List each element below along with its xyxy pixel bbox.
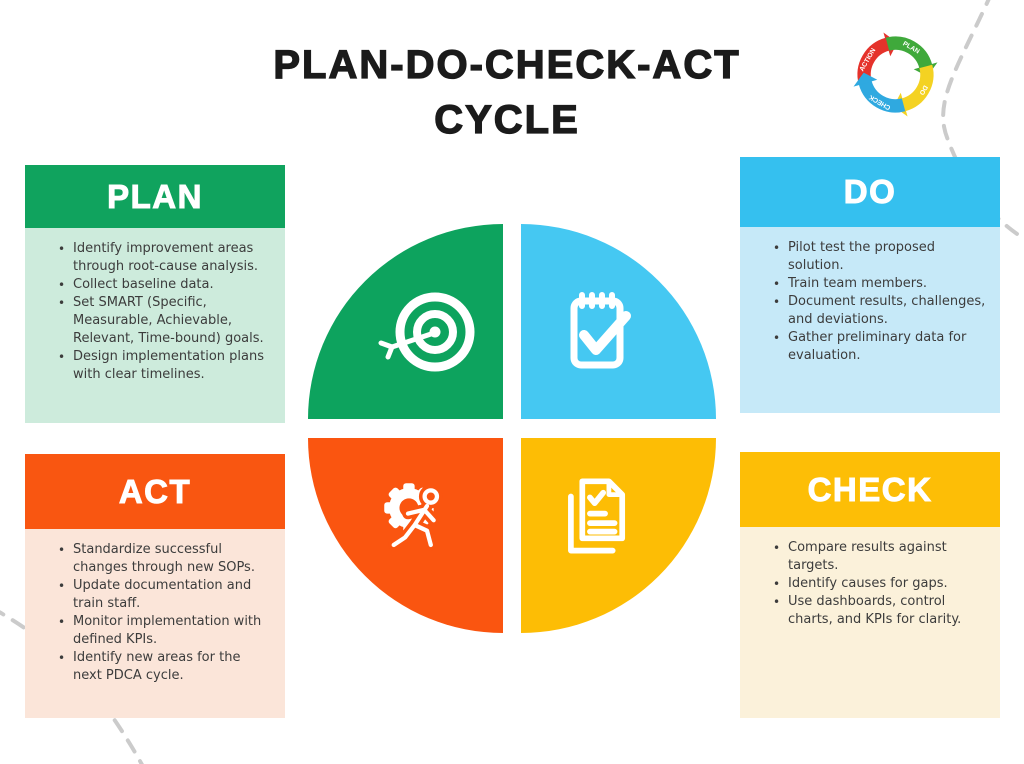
act-bullet-list: [31, 541, 271, 685]
pdca-cycle-logo-icon: [848, 27, 943, 122]
page-title-line2: CYCLE: [434, 98, 580, 142]
do-body: [740, 227, 1000, 413]
document-report-icon: [550, 468, 645, 563]
plan-header: PLAN: [25, 165, 285, 228]
bullet-item: • Set SMART (Specific, Measurable, Achievable, Relevant, Time-bound) goals.: [57, 294, 271, 348]
check-header: CHECK: [740, 452, 1000, 527]
plan-body: [25, 228, 285, 423]
logo-label-do: DO: [917, 83, 929, 97]
do-header: DO: [740, 157, 1000, 227]
bullet-item: • Collect baseline data.: [57, 276, 271, 294]
bullet-item: • Identify causes for gaps.: [772, 575, 986, 593]
bullet-item: • Design implementation plans with clear timelines.: [57, 348, 271, 384]
bullet-item: • Document results, challenges, and deviations.: [772, 293, 986, 329]
act-section: [25, 454, 285, 718]
check-bullet-list: [746, 539, 986, 629]
bullet-item: • Monitor implementation with defined KPIs.: [57, 613, 271, 649]
notepad-check-icon: [548, 283, 648, 383]
target-icon: [380, 282, 480, 382]
do-section: [740, 157, 1000, 413]
bullet-item: • Compare results against targets.: [772, 539, 986, 575]
bullet-item: • Update documentation and train staff.: [57, 577, 271, 613]
bullet-item: • Standardize successful changes through new SOPs.: [57, 541, 271, 577]
act-body: [25, 529, 285, 718]
bullet-item: • Identify new areas for the next PDCA cycle.: [57, 649, 271, 685]
logo-label-plan: PLAN: [901, 40, 921, 56]
gear-runner-icon: [370, 468, 465, 563]
bullet-item: • Identify improvement areas through root-cause analysis.: [57, 240, 271, 276]
logo-label-action: ACTION: [858, 47, 878, 73]
bullet-item: • Pilot test the proposed solution.: [772, 239, 986, 275]
plan-section: [25, 165, 285, 423]
do-bullet-list: [746, 239, 986, 365]
check-section: [740, 452, 1000, 718]
logo-label-check: CHECK: [868, 93, 893, 111]
plan-bullet-list: [31, 240, 271, 384]
bullet-item: • Gather preliminary data for evaluation.: [772, 329, 986, 365]
act-header: ACT: [25, 454, 285, 529]
bullet-item: • Train team members.: [772, 275, 986, 293]
page-title-line1: PLAN-DO-CHECK-ACT: [273, 43, 741, 87]
bullet-item: • Use dashboards, control charts, and KPIs for clarity.: [772, 593, 986, 629]
check-body: [740, 527, 1000, 718]
